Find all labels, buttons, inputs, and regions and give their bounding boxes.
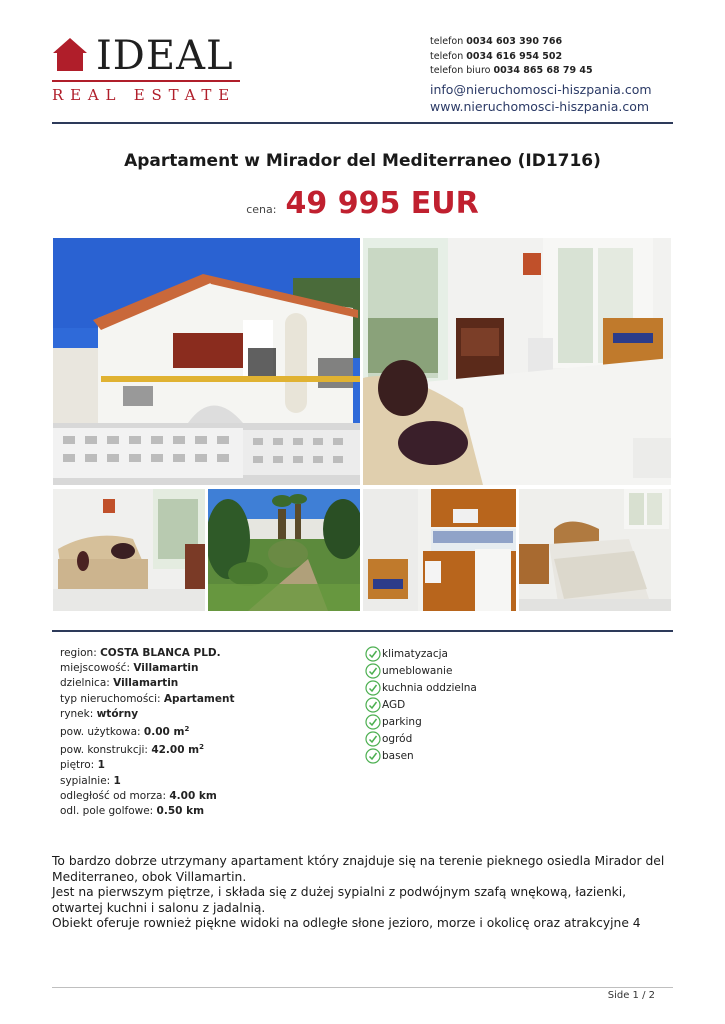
property-details: [60, 646, 350, 819]
section-divider: [52, 630, 673, 632]
check-icon: [365, 680, 381, 696]
phone-line: [430, 35, 690, 50]
phone-line: [430, 64, 690, 79]
phone-label: telefon: [430, 36, 464, 47]
price-value: 49 995 EUR: [285, 186, 479, 221]
phone-label: telefon biuro: [430, 65, 491, 76]
detail-usable-area: pow. użytkowa: 0.00 $m^2$: [60, 725, 190, 739]
detail-property-type: typ nieruchomości: Apartament: [60, 692, 235, 705]
kitchen-photo-graphic: [363, 489, 516, 611]
detail-bedrooms: sypialnie: 1: [60, 774, 121, 787]
website-link[interactable]: www.nieruchomosci-hiszpania.com: [430, 98, 650, 114]
feature-item: [365, 747, 565, 764]
house-logo-icon: [52, 36, 88, 72]
phone-line: [430, 50, 690, 65]
feature-list: [365, 645, 565, 764]
check-icon: [365, 714, 381, 730]
sofa-photo-graphic: [53, 489, 205, 611]
page-number: Side 1 / 2: [607, 990, 655, 1001]
photo-living-room[interactable]: [363, 238, 671, 485]
feature-item: [365, 679, 565, 696]
feature-item: [365, 662, 565, 679]
phone-number[interactable]: 0034 616 954 502: [466, 50, 563, 62]
garden-photo-graphic: [208, 489, 360, 611]
detail-built-area: pow. konstrukcji: 42.00 $m^2$: [60, 743, 204, 757]
check-icon: [365, 731, 381, 747]
listing-title: Apartament w Mirador del Mediterraneo (ID1716): [124, 151, 601, 171]
header-divider: [52, 122, 673, 124]
feature-item: [365, 645, 565, 662]
phone-label: telefon: [430, 50, 464, 62]
feature-label: umeblowanie: [382, 664, 453, 677]
living-room-photo-graphic: [363, 238, 671, 485]
exterior-photo-graphic: [53, 238, 360, 485]
feature-label: basen: [382, 749, 414, 762]
logo-tagline: REAL ESTATE: [52, 86, 236, 104]
feature-item: [365, 730, 565, 747]
contact-block: [430, 35, 690, 115]
detail-golf-distance: odl. pole golfowe: 0.50 km: [60, 805, 205, 818]
description-paragraph: To bardzo dobrze utrzymany apartament który znajduje się na terenie pieknego osiedla Mirador del Mediterraneo, obok Villamartin.: [52, 854, 665, 884]
detail-region: region: COSTA BLANCA PLD.: [60, 647, 221, 659]
logo-brand-text: IDEAL: [96, 33, 234, 79]
feature-label: AGD: [382, 698, 406, 711]
photo-kitchen[interactable]: [363, 489, 516, 611]
photo-sofa[interactable]: [53, 489, 205, 611]
price-label: cena:: [246, 203, 277, 216]
photo-bedroom[interactable]: [519, 489, 671, 611]
company-logo[interactable]: [52, 34, 242, 106]
description-paragraph: Obiekt oferuje rownież piękne widoki na odległe słone jezioro, morze i okolicę oraz atrakcyjne 4: [52, 916, 641, 930]
photo-exterior[interactable]: [53, 238, 360, 485]
phone-number[interactable]: 0034 603 390 766: [466, 36, 563, 47]
feature-item: [365, 713, 565, 730]
feature-item: [365, 696, 565, 713]
detail-district: dzielnica: Villamartin: [60, 677, 179, 690]
check-icon: [365, 646, 381, 662]
email-link[interactable]: info@nieruchomosci-hiszpania.com: [430, 81, 652, 97]
logo-rule: [52, 80, 240, 82]
detail-sea-distance: odległość od morza: 4.00 km: [60, 789, 217, 802]
detail-floor: piętro: 1: [60, 759, 105, 772]
detail-market: rynek: wtórny: [60, 707, 139, 720]
detail-town: miejscowość: Villamartin: [60, 662, 199, 675]
bedroom-photo-graphic: [519, 489, 671, 611]
footer-divider: [52, 987, 673, 988]
photo-garden[interactable]: [208, 489, 360, 611]
feature-label: parking: [382, 715, 422, 728]
listing-description: [52, 854, 677, 932]
check-icon: [365, 748, 381, 764]
price-row: [52, 186, 673, 221]
check-icon: [365, 663, 381, 679]
office-phone-number[interactable]: 0034 865 68 79 45: [493, 65, 593, 76]
description-paragraph: Jest na pierwszym piętrze, i składa się z dużej sypialni z podwójnym szafą wnękową, łazienki, otwartej kuchni i salonu z jadalnią.: [52, 885, 627, 915]
check-icon: [365, 697, 381, 713]
feature-label: klimatyzacja: [382, 647, 448, 660]
feature-label: kuchnia oddzielna: [382, 681, 477, 694]
feature-label: ogród: [382, 732, 413, 745]
